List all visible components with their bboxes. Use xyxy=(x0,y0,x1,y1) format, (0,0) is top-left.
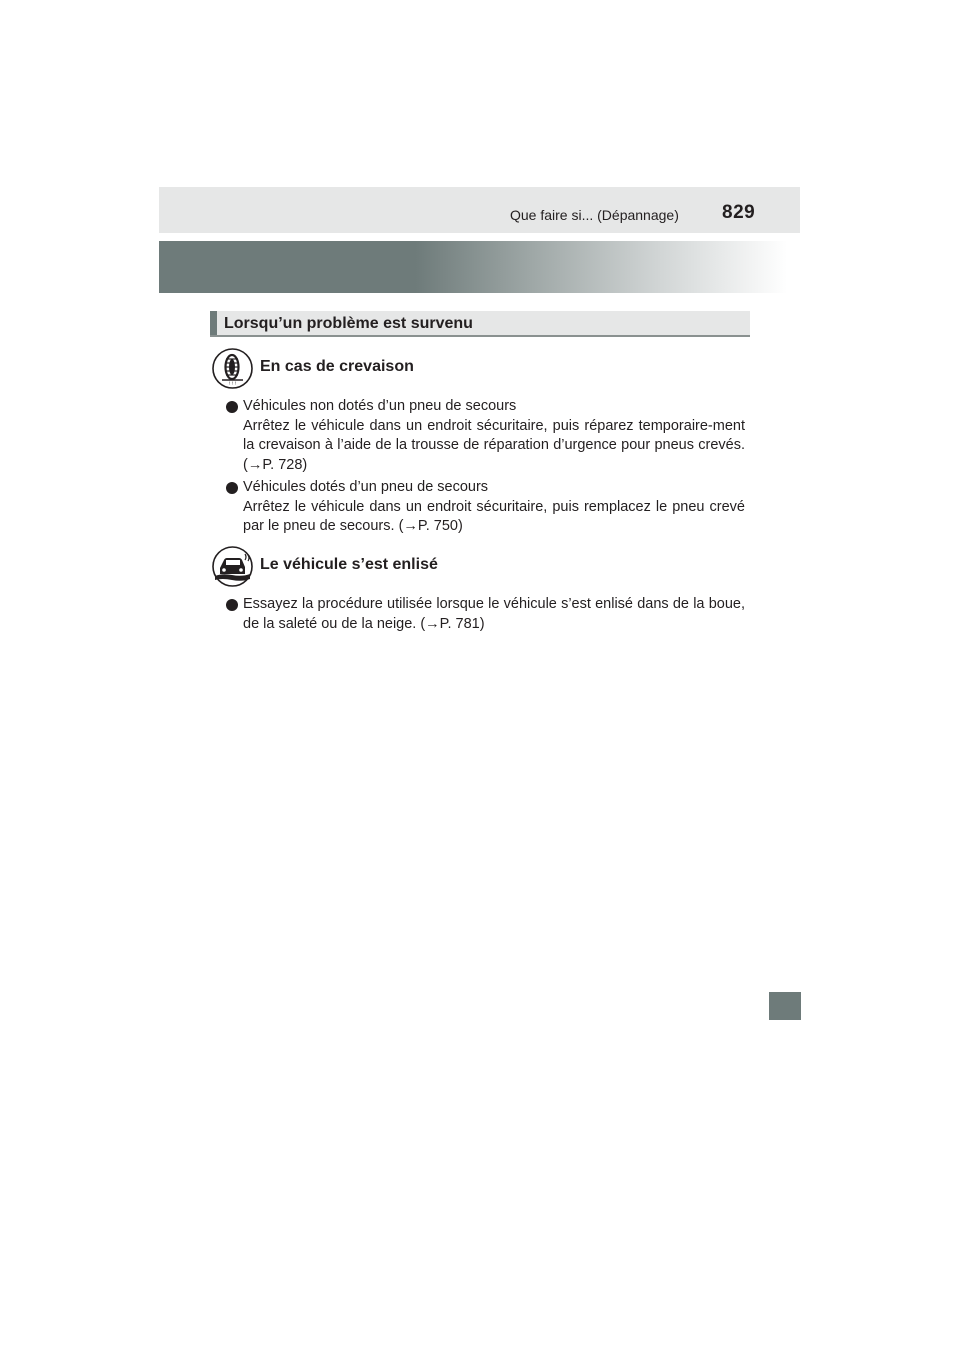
list-item xyxy=(243,595,745,634)
chapter-title: Que faire si... (Dépannage) xyxy=(510,207,679,223)
section-title: Lorsqu’un problème est survenu xyxy=(224,315,473,332)
list-item-title: Véhicules dotés d’un pneu de secours xyxy=(243,479,489,495)
section-header xyxy=(210,311,750,337)
list-item xyxy=(243,478,745,537)
page-number: 829 xyxy=(722,202,756,223)
chapter-side-tab xyxy=(769,992,801,1020)
bullet-marker xyxy=(226,482,238,494)
svg-text:! ! !: ! ! ! xyxy=(228,381,237,386)
list-item-title: Véhicules non dotés d’un pneu de secours xyxy=(243,398,517,414)
list-item-text: Arrêtez le véhicule dans un endroit sécuritaire, puis réparez temporaire-ment la crevaison à l’aide de la trousse de réparation d’urgence pour pneus crevés. (→P. 728) xyxy=(243,417,745,473)
chapter-banner xyxy=(159,241,800,293)
list-item-text: Essayez la procédure utilisée lorsque le véhicule s’est enlisé dans de la boue, de la saleté ou de la neige. (→P. 781) xyxy=(243,596,745,632)
bullet-marker xyxy=(226,401,238,413)
list-item-text: Arrêtez le véhicule dans un endroit sécuritaire, puis remplacez le pneu crevé par le pneu de secours. (→P. 750) xyxy=(243,498,745,534)
list-item xyxy=(243,397,745,475)
subsection-heading-flat-tire: En cas de crevaison xyxy=(260,358,414,375)
section-header-accent xyxy=(210,311,217,335)
bullet-marker xyxy=(226,599,238,611)
page-header-bar xyxy=(159,187,800,233)
stuck-vehicle-icon xyxy=(212,546,253,587)
flat-tire-icon xyxy=(212,348,253,389)
subsection-heading-stuck-vehicle: Le véhicule s’est enlisé xyxy=(260,556,438,573)
